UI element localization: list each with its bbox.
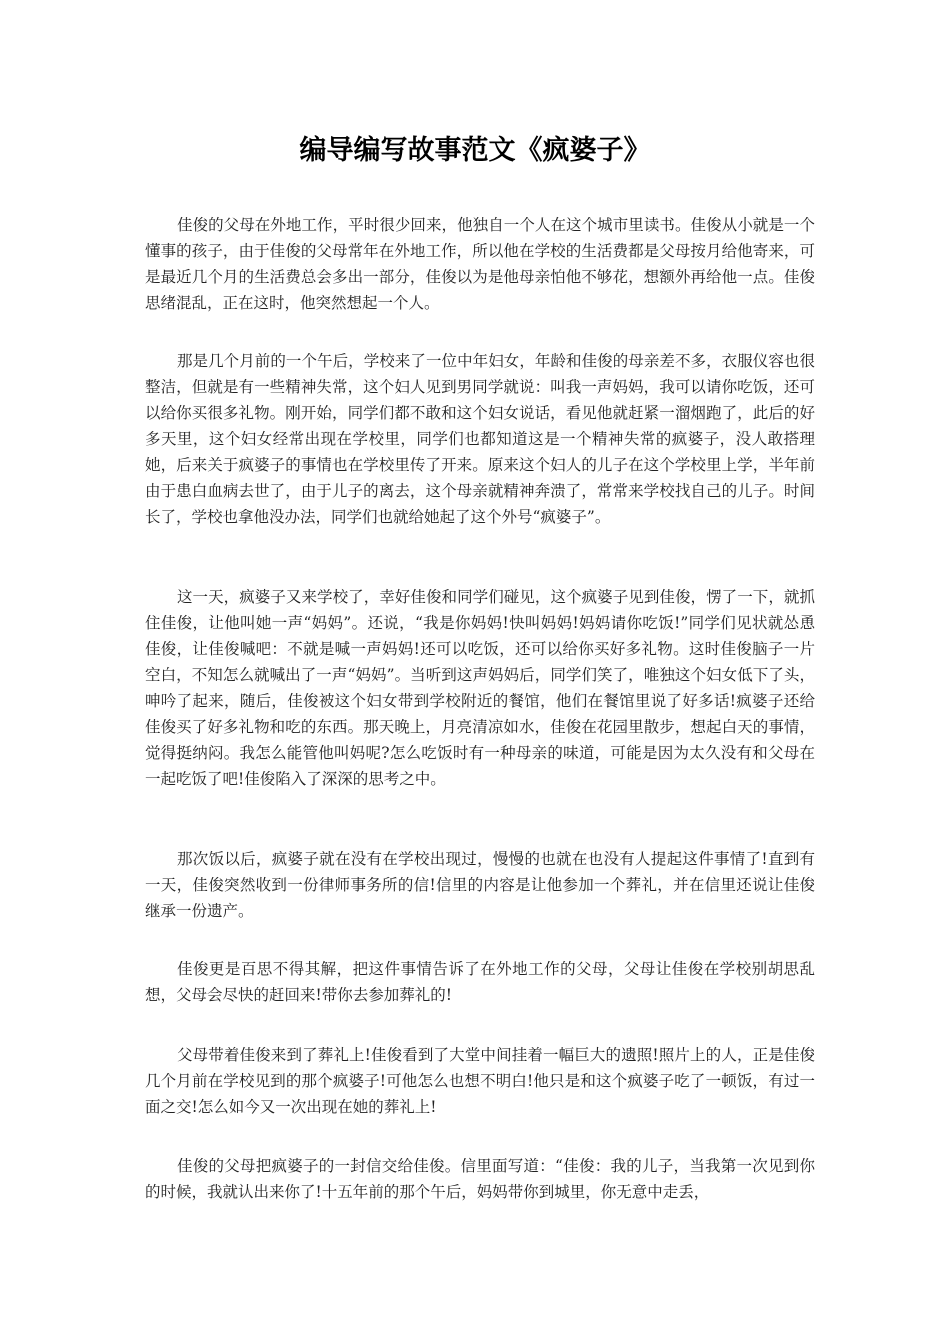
paragraph-1: 佳俊的父母在外地工作，平时很少回来，他独自一个人在这个城市里读书。佳俊从小就是一个懂事的孩子，由于佳俊的父母常年在外地工作，所以他在学校的生活费都是父母按月给他寄来，可是最近几个月的生活费总会多出一部分，佳俊以为是他母亲怕他不够花，想额外再给他一点。佳俊思绪混乱，正在这时，他突然想起一个人。 [145, 216, 815, 312]
paragraph-3: 这一天，疯婆子又来学校了，幸好佳俊和同学们碰见，这个疯婆子见到佳俊，愣了一下，就抓住佳俊，让他叫她一声“妈妈”。还说，“我是你妈妈!快叫妈妈!妈妈请你吃饭!”同学们见状就怂恿佳俊，让佳俊喊吧：不就是喊一声妈妈!还可以吃饭，还可以给你买好多礼物。这时佳俊脑子一片空白，不知怎么就喊出了一声“妈妈”。当听到这声妈妈后，同学们笑了，唯独这个妇女低下了头，呻吟了起来，随后，佳俊被这个妇女带到学校附近的餐馆，他们在餐馆里说了好多话!疯婆子还给佳俊买了好多礼物和吃的东西。那天晚上，月亮清凉如水，佳俊在花园里散步，想起白天的事情，觉得挺纳闷。我怎么能管他叫妈呢?怎么吃饭时有一种母亲的味道，可能是因为太久没有和父母在一起吃饭了吧!佳俊陷入了深深的思考之中。 [145, 588, 815, 788]
paragraph-7: 佳俊的父母把疯婆子的一封信交给佳俊。信里面写道：“佳俊：我的儿子，当我第一次见到你的时候，我就认出来你了!十五年前的那个午后，妈妈带你到城里，你无意中走丢， [145, 1157, 815, 1201]
paragraph-2: 那是几个月前的一个午后，学校来了一位中年妇女，年龄和佳俊的母亲差不多，衣服仪容也很整洁，但就是有一些精神失常，这个妇人见到男同学就说：叫我一声妈妈，我可以请你吃饭，还可以给你买很多礼物。刚开始，同学们都不敢和这个妇女说话，看见他就赶紧一溜烟跑了，此后的好多天里，这个妇女经常出现在学校里，同学们也都知道这是一个精神失常的疯婆子，没人敢搭理她，后来关于疯婆子的事情也在学校里传了开来。原来这个妇人的儿子在这个学校里上学，半年前由于患白血病去世了，由于儿子的离去，这个母亲就精神奔溃了，常常来学校找自己的儿子。时间长了，学校也拿他没办法，同学们也就给她起了这个外号“疯婆子”。 [145, 352, 815, 526]
paragraph-4: 那次饭以后，疯婆子就在没有在学校出现过，慢慢的也就在也没有人提起这件事情了!直到有一天，佳俊突然收到一份律师事务所的信!信里的内容是让他参加一个葬礼，并在信里还说让佳俊继承一份遗产。 [145, 850, 815, 920]
paragraph-6: 父母带着佳俊来到了葬礼上!佳俊看到了大堂中间挂着一幅巨大的遗照!照片上的人，正是佳俊几个月前在学校见到的那个疯婆子!可他怎么也想不明白!他只是和这个疯婆子吃了一顿饭，有过一面之交!怎么如今又一次出现在她的葬礼上! [145, 1046, 815, 1116]
document-title: 编导编写故事范文《疯婆子》 [299, 135, 651, 166]
paragraph-5: 佳俊更是百思不得其解，把这件事情告诉了在外地工作的父母，父母让佳俊在学校别胡思乱想，父母会尽快的赶回来!带你去参加葬礼的! [145, 960, 815, 1004]
